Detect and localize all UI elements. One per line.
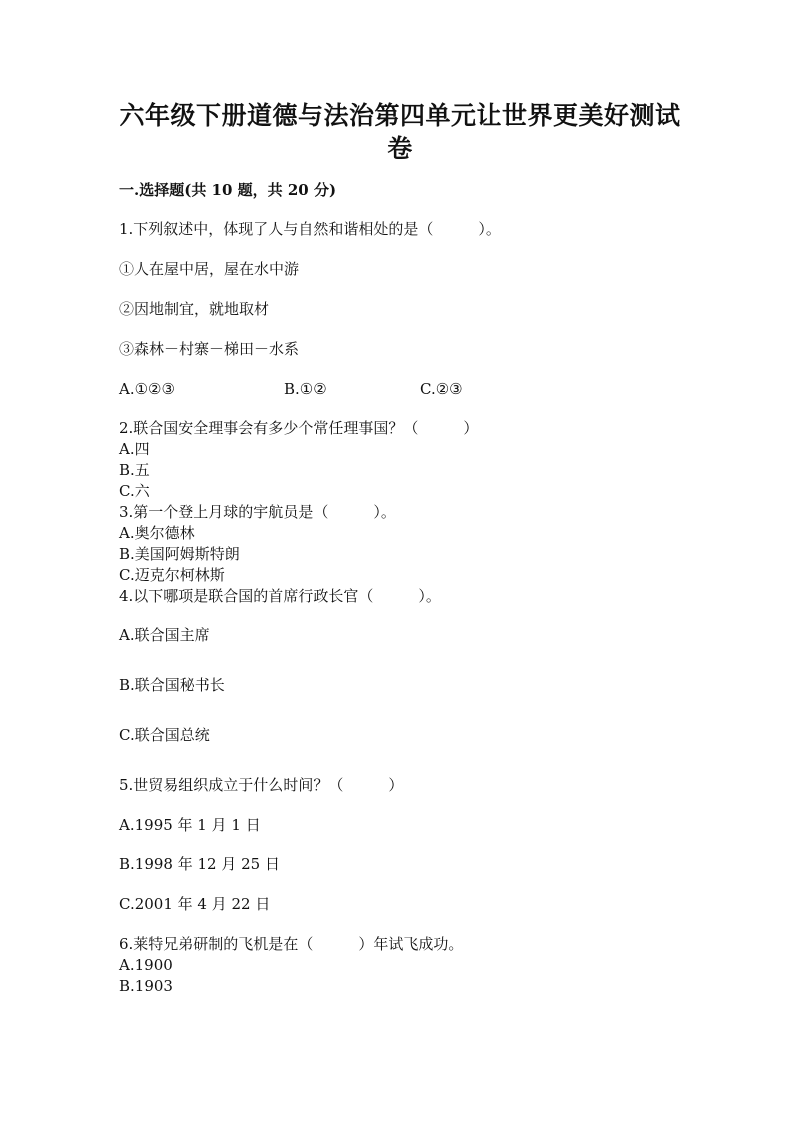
question-1-item-1: ①人在屋中居，屋在水中游 (119, 260, 300, 278)
question-4-option-c: C.联合国总统 (119, 726, 210, 744)
section-heading: 一.选择题(共 10 题，共 20 分) (119, 181, 337, 199)
question-5-option-b: B.1998 年 12 月 25 日 (119, 855, 280, 873)
question-5-option-a: A.1995 年 1 月 1 日 (119, 816, 261, 834)
question-4-option-b: B.联合国秘书长 (119, 676, 225, 694)
question-1-option-a: A.①②③ (119, 380, 175, 398)
question-2-option-a: A.四 (119, 440, 150, 458)
question-6-option-a: A.1900 (119, 956, 173, 974)
question-1-item-2: ②因地制宜，就地取材 (119, 300, 270, 318)
question-3-option-a: A.奥尔德林 (119, 524, 195, 542)
question-1-stem: 1.下列叙述中，体现了人与自然和谐相处的是（ ）。 (119, 220, 501, 238)
question-6-option-b: B.1903 (119, 977, 173, 995)
question-5-option-c: C.2001 年 4 月 22 日 (119, 895, 271, 913)
question-2-stem: 2.联合国安全理事会有多少个常任理事国？（ ） (119, 419, 479, 437)
question-1-item-3: ③森林－村寨－梯田－水系 (119, 340, 300, 358)
question-2-option-c: C.六 (119, 482, 150, 500)
question-5-stem: 5.世贸易组织成立于什么时间？（ ） (119, 776, 404, 794)
question-6-stem: 6.莱特兄弟研制的飞机是在（ ）年试飞成功。 (119, 935, 464, 953)
question-1-option-b: B.①② (284, 380, 327, 398)
question-4-option-a: A.联合国主席 (119, 626, 210, 644)
question-1-option-c: C.②③ (420, 380, 463, 398)
question-3-option-c: C.迈克尔柯林斯 (119, 566, 225, 584)
document-title-line-1: 六年级下册道德与法治第四单元让世界更美好测试 (119, 101, 681, 130)
question-3-stem: 3.第一个登上月球的宇航员是（ ）。 (119, 503, 396, 521)
question-2-option-b: B.五 (119, 461, 150, 479)
question-4-stem: 4.以下哪项是联合国的首席行政长官（ ）。 (119, 587, 441, 605)
question-3-option-b: B.美国阿姆斯特朗 (119, 545, 240, 563)
document-title-line-2: 卷 (387, 134, 413, 163)
